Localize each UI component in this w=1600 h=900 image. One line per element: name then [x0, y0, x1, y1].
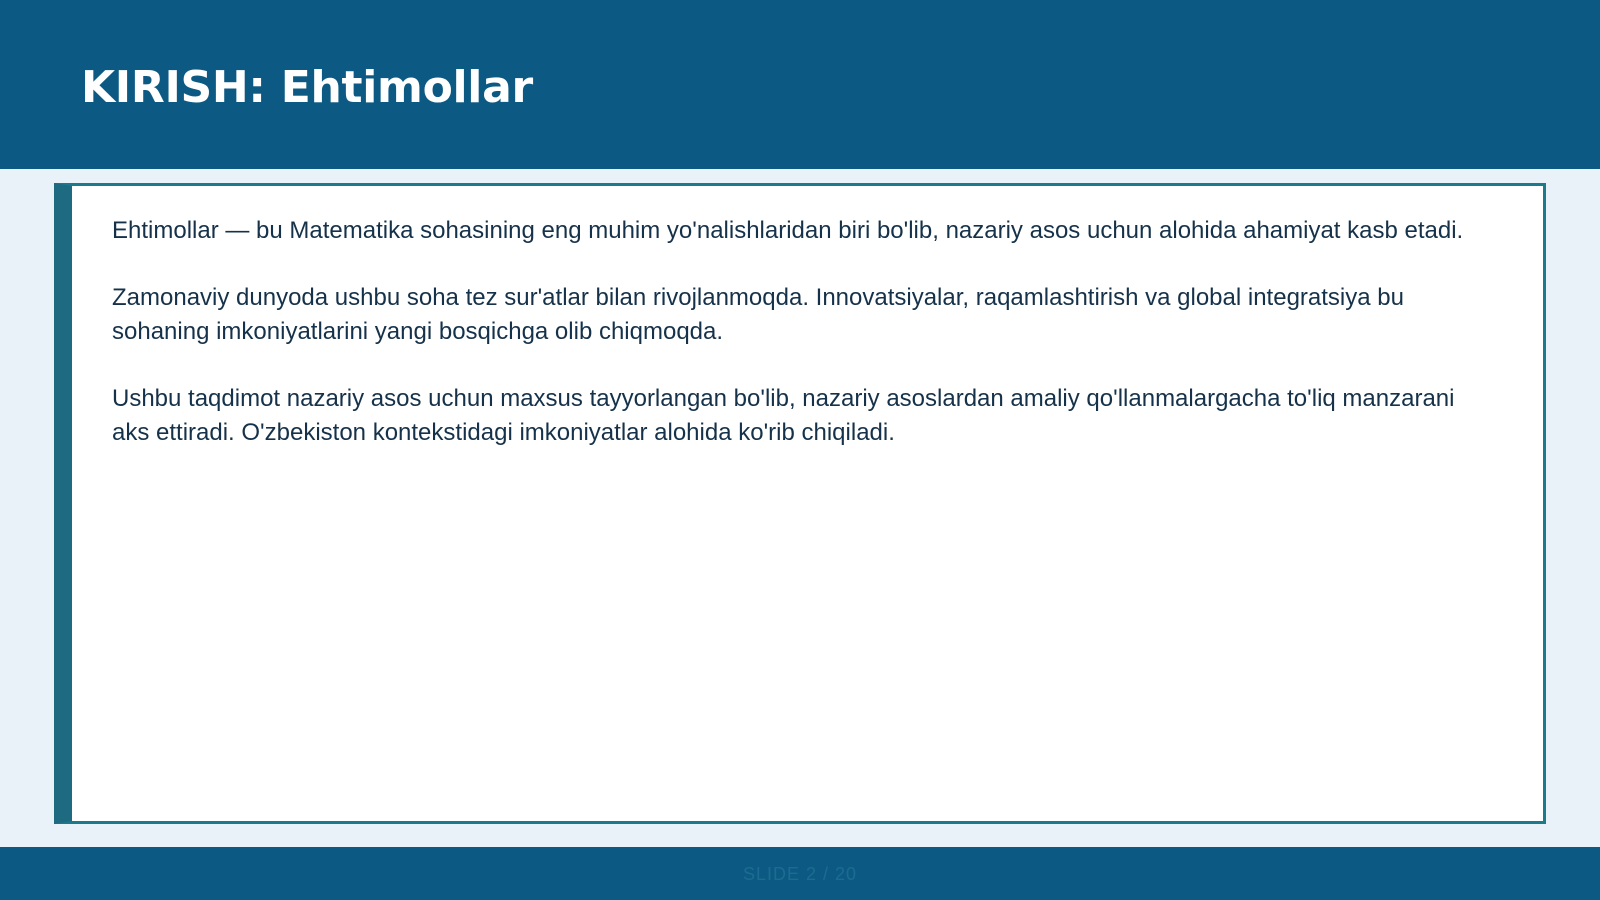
slide-footer [0, 847, 1600, 900]
content-card [54, 183, 1546, 824]
slide-title: KIRISH: Ehtimollar [81, 62, 533, 113]
slide-header [0, 0, 1600, 169]
paragraph-3: Ushbu taqdimot nazariy asos uchun maxsus tayyorlangan bo'lib, nazariy asoslardan amaliy qo'llanmalargacha to'liq manzarani aks ettiradi. O'zbekiston kontekstidagi imkoniyatlar alohida ko'rib chiqiladi. [112, 385, 1455, 446]
paragraph-2: Zamonaviy dunyoda ushbu soha tez sur'atlar bilan rivojlanmoqda. Innovatsiyalar, raqamlashtirish va global integratsiya bu sohaning imkoniyatlarini yangi bosqichga olib chiqmoqda. [112, 284, 1404, 345]
paragraph-1: Ehtimollar — bu Matematika sohasining eng muhim yo'nalishlaridan biri bo'lib, nazariy asos uchun alohida ahamiyat kasb etadi. [112, 217, 1464, 244]
slide-number: SLIDE 2 / 20 [742, 864, 858, 884]
content-body [112, 214, 1497, 483]
